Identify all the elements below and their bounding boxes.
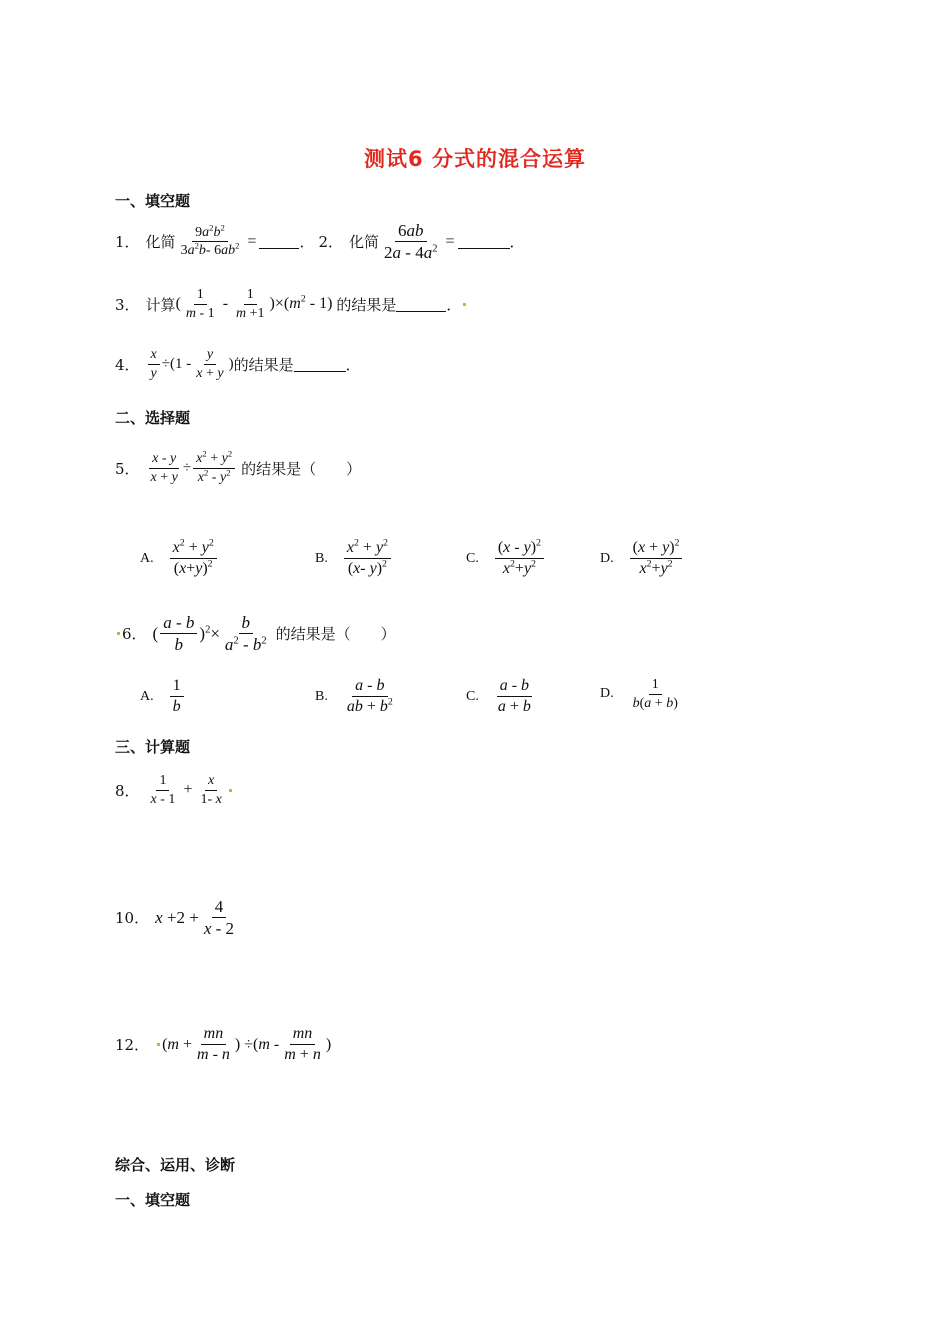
section-heading: 一、填空题	[115, 192, 191, 210]
question-1: 1． 化简 $\frac{9a^2b^2}{3a^2b- 6ab^2}$ = ． 2． 化简 $\frac{6ab}{2a - 4a^2}$ = ．	[115, 221, 525, 263]
question-3: 3． 计算 ( $\frac{1}{m - 1}$ - $\frac{1}{m +1}$ )$\times(m^2 - 1)$ 的结果是 ．	[115, 286, 468, 322]
option-c[interactable]: C. $\frac{(x - y)^2}{x^2+y^2}$	[466, 538, 546, 579]
option-c[interactable]: C. $\frac{a - b}{a + b}$	[466, 677, 531, 715]
option-b[interactable]: B. $\frac{a - b}{ab + b^2}$	[315, 677, 393, 715]
section-heading: 综合、运用、诊断	[115, 1156, 236, 1174]
fraction: $\frac{6ab}{2a - 4a^2}$	[384, 221, 438, 263]
answer-blank[interactable]	[458, 234, 510, 249]
option-d[interactable]: D. $\frac{(x + y)^2}{x^2+y^2}$	[600, 538, 684, 579]
section-heading: 二、选择题	[115, 409, 191, 427]
question-5: 5． $\frac{x - y}{x + y}$ ÷ $\frac{x^2 + y^2}{x^2 - y^2}$ 的结果是（ ）	[115, 448, 362, 485]
page-title: 测试6 分式的混合运算	[364, 147, 586, 171]
option-d[interactable]: D. $\frac{1}{b(a + b)}$	[600, 677, 678, 711]
question-8: 8． $\frac{1}{x - 1}$ + $\frac{x}{1- x}$	[115, 772, 234, 808]
answer-blank[interactable]	[259, 234, 299, 249]
question-4: 4． $\frac{x}{y}$ ÷(1 - $\frac{y}{x + y}$ ) 的结果是 ．	[115, 347, 361, 381]
section-heading: 三、计算题	[115, 738, 191, 756]
option-a[interactable]: A. $\frac{1}{b}$	[140, 676, 186, 717]
question-12: 12． (m + $\frac{mn}{m - n}$ ) ÷(m - $\frac{mn}{m + n}$ )	[115, 1025, 332, 1063]
option-b[interactable]: B. $\frac{x^2 + y^2}{(x- y)^2}$	[315, 538, 393, 579]
option-a[interactable]: A. $\frac{x^2 + y^2}{(x+y)^2}$	[140, 538, 219, 579]
section-heading: 一、填空题	[115, 1191, 191, 1209]
answer-blank[interactable]	[396, 297, 446, 312]
fraction: $\frac{9a^2b^2}{3a^2b- 6ab^2}$	[180, 222, 240, 259]
answer-blank[interactable]	[294, 357, 346, 372]
question-10: 10． x +2 + $\frac{4}{x - 2}$	[115, 897, 235, 939]
question-6: 6． ( $\frac{a - b}{b}$ )$^2$× $\frac{b}{a^2 - b^2}$ 的结果是（ ）	[115, 612, 396, 656]
